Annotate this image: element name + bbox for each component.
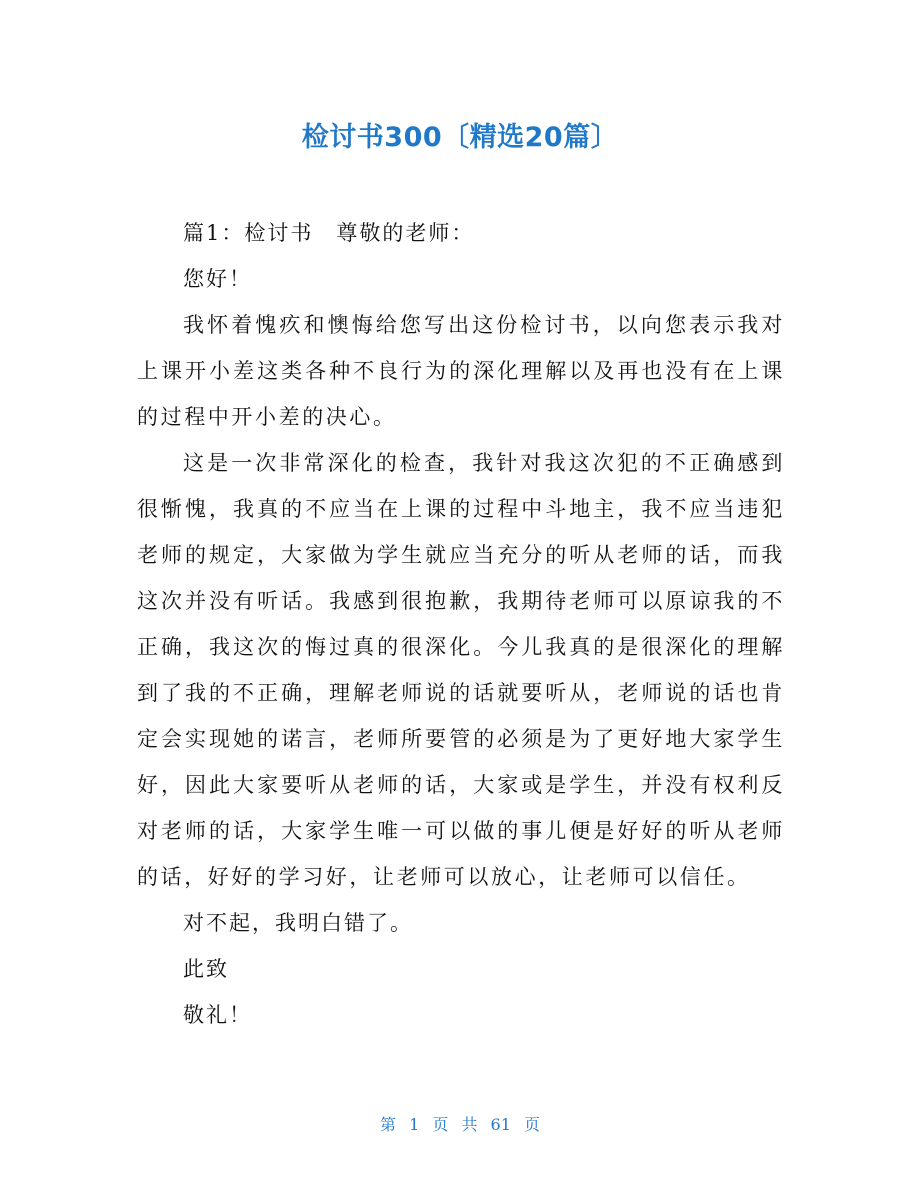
document-title: 检讨书300〔精选20篇〕 — [301, 122, 619, 153]
paragraph-greeting: 您好！ — [183, 267, 252, 291]
paragraph-apology: 对不起，我明白错了。 — [183, 911, 413, 935]
paragraph-heading: 篇1：检讨书 尊敬的老师： — [183, 221, 475, 245]
paragraph-closing: 此致 — [183, 957, 229, 981]
page-number-footer: 第 1 页 共 61 页 — [380, 1115, 540, 1134]
document-body — [137, 210, 785, 1038]
paragraph-intro: 我怀着愧疚和懊悔给您写出这份检讨书，以向您表示我对上课开小差这类各种不良行为的深化理解以及再也没有在上课的过程中开小差的决心。 — [137, 313, 785, 429]
paragraph-main: 这是一次非常深化的检查，我针对我这次犯的不正确感到很惭愧，我真的不应当在上课的过程中斗地主，我不应当违犯老师的规定，大家做为学生就应当充分的听从老师的话，而我这次并没有听话。我感到很抱歉，我期待老师可以原谅我的不正确，我这次的悔过真的很深化。今儿我真的是很深化的理解到了我的不正确，理解老师说的话就要听从，老师说的话也肯定会实现她的诺言，老师所要管的必须是为了更好地大家学生好，因此大家要听从老师的话，大家或是学生，并没有权利反对老师的话，大家学生唯一可以做的事儿便是好好的听从老师的话，好好的学习好，让老师可以放心，让老师可以信任。 — [137, 451, 785, 889]
paragraph-salute: 敬礼！ — [183, 1003, 252, 1027]
